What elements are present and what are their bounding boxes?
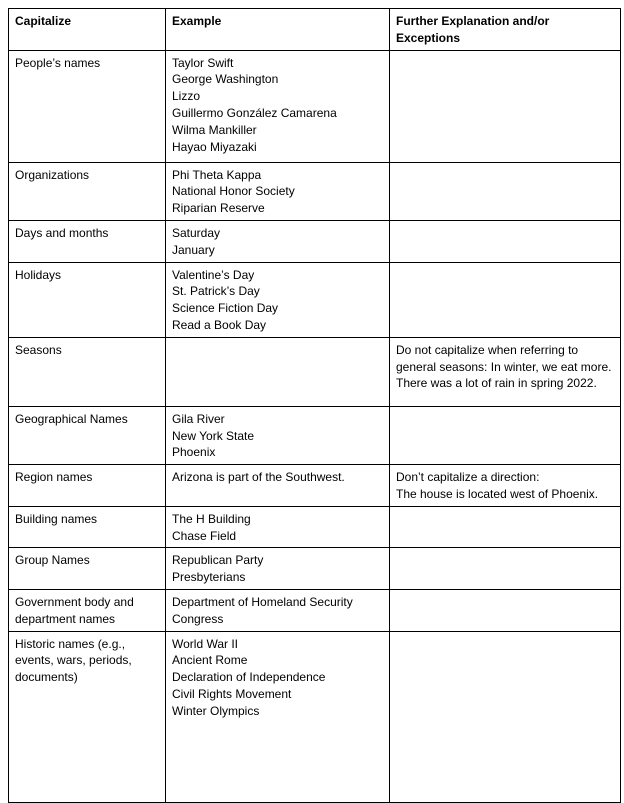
category-cell [9, 465, 166, 507]
example-line: Saturday [172, 225, 221, 240]
example-cell [166, 631, 390, 802]
explanation-cell [390, 631, 621, 802]
example-cell [166, 465, 390, 507]
example-line: George Washington [172, 72, 279, 87]
explanation-line: There was a lot of rain in spring 2022. [396, 376, 597, 391]
category-line: Holidays [15, 267, 62, 282]
example-cell [166, 262, 390, 337]
example-cell [166, 589, 390, 631]
example-line: Hayao Miyazaki [172, 139, 257, 154]
header-example: Example [166, 9, 390, 51]
category-cell [9, 406, 166, 464]
table-row [9, 337, 621, 406]
category-line: Geographical Names [15, 411, 128, 426]
table-body [9, 50, 621, 802]
example-line: National Honor Society [172, 184, 295, 199]
example-line: Wilma Mankiller [172, 122, 257, 137]
explanation-cell [390, 406, 621, 464]
example-line: Civil Rights Movement [172, 686, 292, 701]
category-line: Seasons [15, 342, 62, 357]
explanation-cell [390, 589, 621, 631]
example-line: Riparian Reserve [172, 201, 265, 216]
category-cell [9, 337, 166, 406]
example-cell [166, 220, 390, 262]
explanation-line: Do not capitalize when referring to general seasons: In winter, we eat more. [396, 342, 612, 374]
example-line: Chase Field [172, 528, 237, 543]
example-line: The H Building [172, 511, 251, 526]
table-row [9, 262, 621, 337]
example-cell [166, 406, 390, 464]
example-line: Taylor Swift [172, 55, 234, 70]
example-line: Lizzo [172, 89, 201, 104]
explanation-cell [390, 337, 621, 406]
explanation-cell [390, 220, 621, 262]
example-line: Guillermo González Camarena [172, 105, 337, 120]
category-cell [9, 548, 166, 590]
example-cell [166, 337, 390, 406]
category-cell [9, 262, 166, 337]
example-line: World War II [172, 636, 239, 651]
table-row [9, 548, 621, 590]
explanation-cell [390, 262, 621, 337]
table-row [9, 589, 621, 631]
category-line: Government body and department names [15, 594, 134, 626]
example-cell [166, 548, 390, 590]
example-line: Department of Homeland Security [172, 594, 353, 609]
example-cell [166, 162, 390, 220]
category-cell [9, 50, 166, 162]
category-line: Days and months [15, 225, 109, 240]
category-cell [9, 506, 166, 548]
category-line: Organizations [15, 167, 90, 182]
explanation-cell [390, 50, 621, 162]
explanation-cell [390, 465, 621, 507]
example-line: Science Fiction Day [172, 301, 279, 316]
category-line: Region names [15, 470, 93, 485]
example-line: Gila River [172, 411, 225, 426]
explanation-cell [390, 162, 621, 220]
example-line: New York State [172, 428, 255, 443]
capitalization-table [8, 8, 621, 803]
example-line: Republican Party [172, 553, 264, 568]
category-cell [9, 589, 166, 631]
example-cell [166, 506, 390, 548]
header-further-explanation: Further Explanation and/or Exceptions [390, 9, 621, 51]
explanation-line: Don’t capitalize a direction: [396, 470, 540, 485]
table-row [9, 50, 621, 162]
explanation-cell [390, 548, 621, 590]
explanation-line: The house is located west of Phoenix. [396, 486, 599, 501]
category-cell [9, 162, 166, 220]
category-line: Building names [15, 511, 98, 526]
category-line: People’s names [15, 55, 101, 70]
example-line: January [172, 242, 215, 257]
example-line: Phoenix [172, 445, 216, 460]
example-line: Congress [172, 611, 224, 626]
category-cell [9, 631, 166, 802]
example-line: Valentine’s Day [172, 267, 255, 282]
table-row [9, 506, 621, 548]
example-line: Read a Book Day [172, 317, 267, 332]
table-row [9, 465, 621, 507]
table-row [9, 162, 621, 220]
table-row [9, 631, 621, 802]
table-row [9, 220, 621, 262]
example-line: St. Patrick’s Day [172, 284, 260, 299]
example-line: Presbyterians [172, 570, 246, 585]
table-row [9, 406, 621, 464]
example-line: Ancient Rome [172, 653, 248, 668]
category-line: Group Names [15, 553, 90, 568]
table-header-row [9, 9, 621, 51]
example-line: Arizona is part of the Southwest. [172, 470, 345, 485]
header-capitalize: Capitalize [9, 9, 166, 51]
category-line: Historic names (e.g., events, wars, periods, documents) [15, 636, 132, 685]
category-cell [9, 220, 166, 262]
example-line: Declaration of Independence [172, 670, 326, 685]
explanation-cell [390, 506, 621, 548]
example-line: Winter Olympics [172, 703, 260, 718]
example-cell [166, 50, 390, 162]
example-line: Phi Theta Kappa [172, 167, 262, 182]
